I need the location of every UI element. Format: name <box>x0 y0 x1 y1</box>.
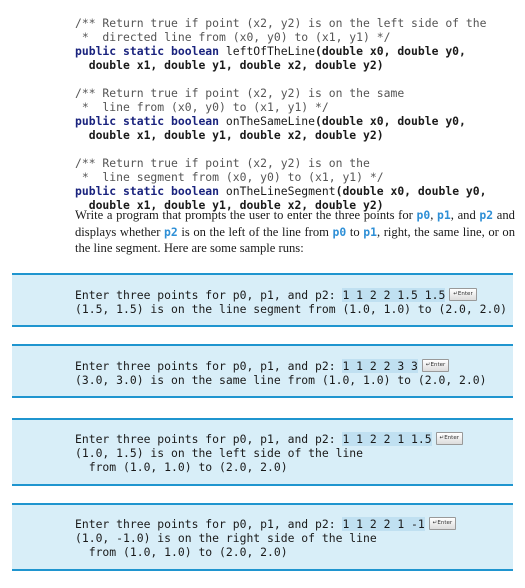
enter-key-icon: ↵Enter <box>429 517 456 530</box>
signature-params: double x1, double y1, double x2, double y2) <box>75 198 384 212</box>
exercise-description <box>75 207 515 257</box>
description-text: and displays whether <box>75 208 515 239</box>
signature-params: double x1, double y1, double x2, double y2) <box>75 128 384 142</box>
prompt-text: Enter three points for p0, p1, and p2: <box>75 288 343 302</box>
user-input: 1 1 2 2 1 1.5 <box>342 432 432 446</box>
description-text: to <box>346 224 364 239</box>
user-input: 1 1 2 2 1.5 1.5 <box>342 288 446 302</box>
point-name: p1 <box>363 224 377 239</box>
signature-prefix: public static boolean <box>75 184 226 198</box>
user-input: 1 1 2 2 3 3 <box>342 359 418 373</box>
description-text: Write a program that prompts the user to enter the three points for <box>75 208 417 222</box>
output-line: from (1.0, 1.0) to (2.0, 2.0) <box>75 460 288 474</box>
comment-line: * line from (x0, y0) to (x1, y1) */ <box>75 100 329 114</box>
signature-params: (double x0, double y0, <box>335 184 487 198</box>
sample-run-1 <box>12 273 513 327</box>
enter-key-icon: ↵Enter <box>436 432 463 445</box>
signature-params: (double x0, double y0, <box>315 114 466 128</box>
console-output <box>75 359 486 387</box>
prompt-text: Enter three points for p0, p1, and p2: <box>75 432 343 446</box>
comment-line: /** Return true if point (x2, y2) is on the <box>75 156 370 170</box>
enter-key-icon: ↵Enter <box>422 359 449 372</box>
point-name: p0 <box>416 208 431 222</box>
description-text: , right, the same line, or on the line segment. Here are some sample runs: <box>75 224 516 255</box>
method-onTheLineSegment <box>75 142 486 212</box>
point-name: p0 <box>332 224 347 239</box>
output-line: (1.0, 1.5) is on the left side of the line <box>75 446 364 460</box>
comment-line: /** Return true if point (x2, y2) is on the same <box>75 86 405 100</box>
signature-params: (double x0, double y0, <box>315 44 466 58</box>
comment-line: /** Return true if point (x2, y2) is on the left side of the <box>75 16 487 30</box>
comment-line: * directed line from (x0, y0) to (x1, y1) */ <box>75 30 391 44</box>
point-name: p2 <box>479 208 494 222</box>
sample-run-4 <box>12 503 513 571</box>
user-input: 1 1 2 2 1 -1 <box>342 517 425 531</box>
signature-params: double x1, double y1, double x2, double y2) <box>75 58 384 72</box>
method-leftOfTheLine <box>75 2 486 72</box>
output-line: (1.0, -1.0) is on the right side of the line <box>75 531 377 545</box>
prompt-text: Enter three points for p0, p1, and p2: <box>75 359 343 373</box>
method-onTheSameLine <box>75 72 466 142</box>
comment-line: * line segment from (x0, y0) to (x1, y1) */ <box>75 170 384 184</box>
description-text: is on the left of the line from <box>177 224 333 239</box>
method-name: leftOfTheLine <box>225 44 316 58</box>
sample-run-2 <box>12 344 513 398</box>
method-name: onTheSameLine <box>225 114 316 128</box>
point-name: p2 <box>164 224 178 239</box>
point-name: p1 <box>437 208 451 222</box>
sample-run-3 <box>12 418 513 486</box>
method-name: onTheLineSegment <box>225 184 336 198</box>
signature-prefix: public static boolean <box>75 114 226 128</box>
console-output <box>75 432 463 474</box>
description-text: , and <box>450 208 480 222</box>
signature-prefix: public static boolean <box>75 44 226 58</box>
output-line: (3.0, 3.0) is on the same line from (1.0, 1.0) to (2.0, 2.0) <box>75 373 487 387</box>
console-output <box>75 517 456 559</box>
console-output <box>75 288 507 316</box>
enter-key-icon: ↵Enter <box>449 288 476 301</box>
output-line: from (1.0, 1.0) to (2.0, 2.0) <box>75 545 288 559</box>
output-line: (1.5, 1.5) is on the line segment from (1.0, 1.0) to (2.0, 2.0) <box>75 302 508 316</box>
description-text: , <box>430 208 438 222</box>
prompt-text: Enter three points for p0, p1, and p2: <box>75 517 343 531</box>
